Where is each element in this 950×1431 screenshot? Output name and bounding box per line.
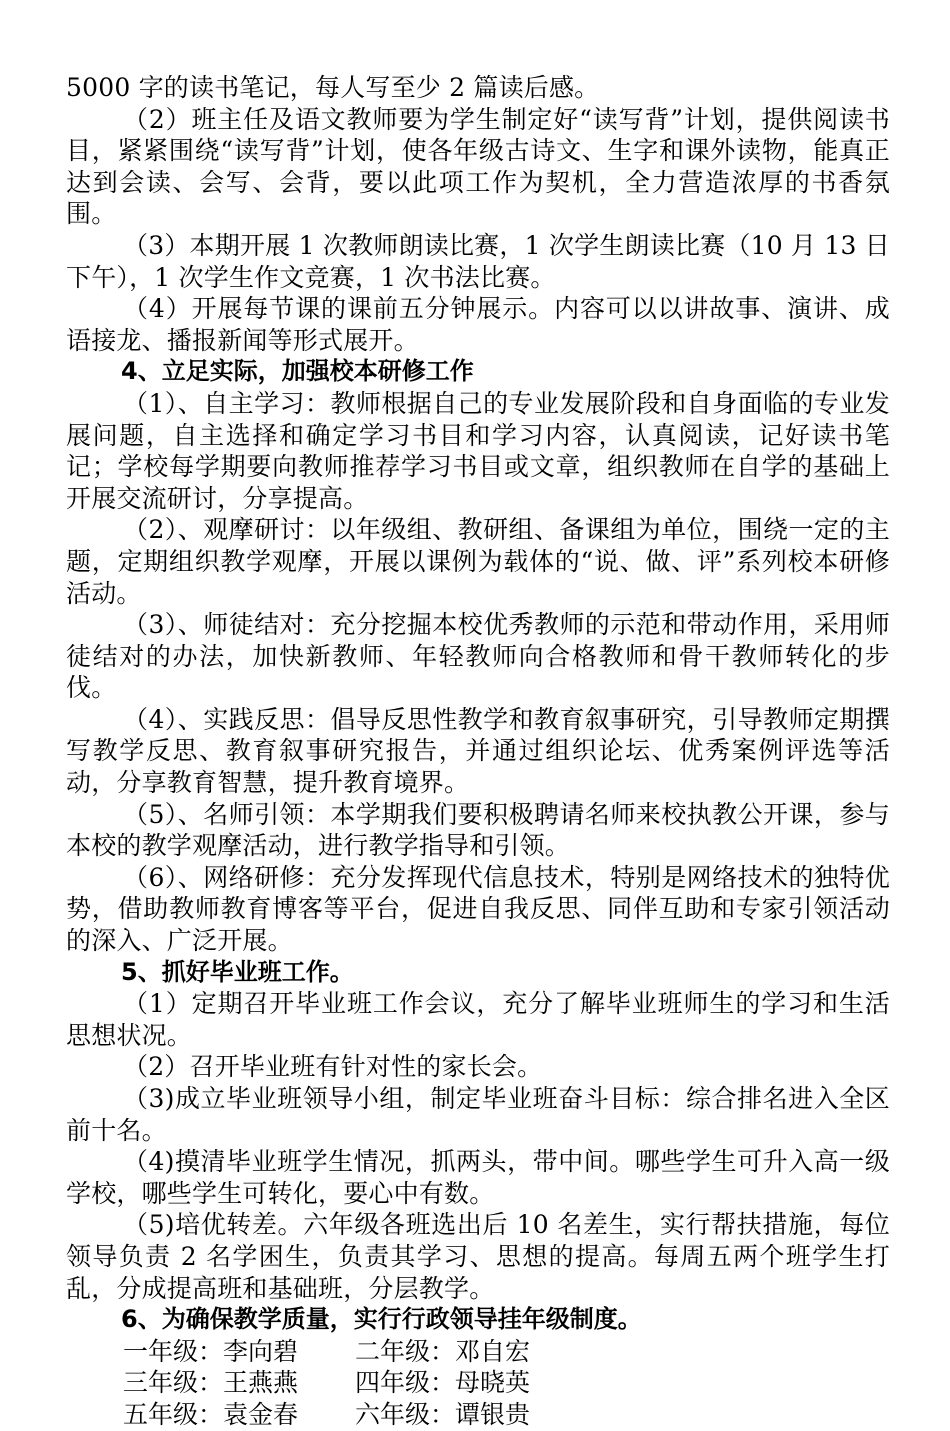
section-4-item-4: （4）、实践反思：倡导反思性教学和教育叙事研究，引导教师定期撰写教学反思、教育叙事研究报告，并通过组织论坛、优秀案例评选等活动，分享教育智慧，提升教育境界。 [66,704,890,798]
section-4-item-1: （1）、自主学习：教师根据自己的专业发展阶段和自身面临的专业发展问题，自主选择和确定学习书目和学习内容，认真阅读，记好读书笔记；学校每学期要向教师推荐学习书目或文章，组织教师在自学的基础上开展交流研讨，分享提高。 [66,388,890,513]
duty-row [66,1399,890,1431]
section-5-item-2: （2）召开毕业班有针对性的家长会。 [123,1052,543,1082]
section-4-heading: 4、立足实际，加强校本研修工作 [121,357,474,386]
duty-row [66,1367,890,1399]
grade-leader-5: 五年级：袁金春 [123,1399,299,1429]
section-4-item-5: （5）、名师引领：本学期我们要积极聘请名师来校执教公开课，参与本校的教学观摩活动，进行教学指导和引领。 [66,799,890,861]
grade-leader-6: 六年级：谭银贵 [355,1399,531,1429]
section-4-item-6: （6）、网络研修：充分发挥现代信息技术，特别是网络技术的独特优势，借助教师教育博客等平台，促进自我反思、同伴互助和专家引领活动的深入、广泛开展。 [66,862,890,956]
section-4-item-2: （2）、观摩研讨：以年级组、教研组、备课组为单位，围绕一定的主题，定期组织教学观摩，开展以课例为载体的“说、做、评”系列校本研修活动。 [66,515,890,608]
grade-leader-3: 三年级：王燕燕 [123,1368,299,1398]
reading-item-4: （4）开展每节课的课前五分钟展示。内容可以以讲故事、演讲、成语接龙、播报新闻等形式展开。 [66,294,890,355]
section-5-item-1: （1）定期召开毕业班工作会议，充分了解毕业班师生的学习和生活思想状况。 [66,989,890,1050]
section-6-heading: 6、为确保教学质量，实行行政领导挂年级制度。 [121,1305,642,1334]
grade-leader-1: 一年级：李向碧 [123,1336,299,1366]
section-5-item-5: （5)培优转差。六年级各班选出后 10 名差生，实行帮扶措施，每位领导负责 2 名学困生，负责其学习、思想的提高。每周五两个班学生打乱，分成提高班和基础班，分层教学。 [66,1210,890,1303]
grade-leader-2: 二年级：邓自宏 [355,1336,531,1366]
grade-leader-4: 四年级：母晓英 [355,1368,531,1398]
reading-item-3: （3）本期开展 1 次教师朗读比赛，1 次学生朗读比赛（10 月 13 日下午），1 次学生作文竞赛，1 次书法比赛。 [66,230,890,292]
section-4-item-3: （3）、师徒结对：充分挖掘本校优秀教师的示范和带动作用，采用师徒结对的办法，加快新教师、年轻教师向合格教师和骨干教师转化的步伐。 [66,610,890,703]
reading-item-2: （2）班主任及语文教师要为学生制定好“读写背”计划，提供阅读书目，紧紧围绕“读写背”计划，使各年级古诗文、生字和课外读物，能真正达到会读、会写、会背，要以此项工作为契机，全力营造浓厚的书香氛围。 [66,104,890,229]
section-5-item-4: （4)摸清毕业班学生情况，抓两头，带中间。哪些学生可升入高一级学校，哪些学生可转化，要心中有数。 [66,1147,890,1208]
section-5-heading: 5、抓好毕业班工作。 [121,957,354,986]
section-5-item-3: （3)成立毕业班领导小组，制定毕业班奋斗目标：综合排名进入全区前十名。 [66,1084,890,1145]
intro-line: 5000 字的读书笔记，每人写至少 2 篇读后感。 [66,73,600,102]
duty-row [66,1336,890,1368]
